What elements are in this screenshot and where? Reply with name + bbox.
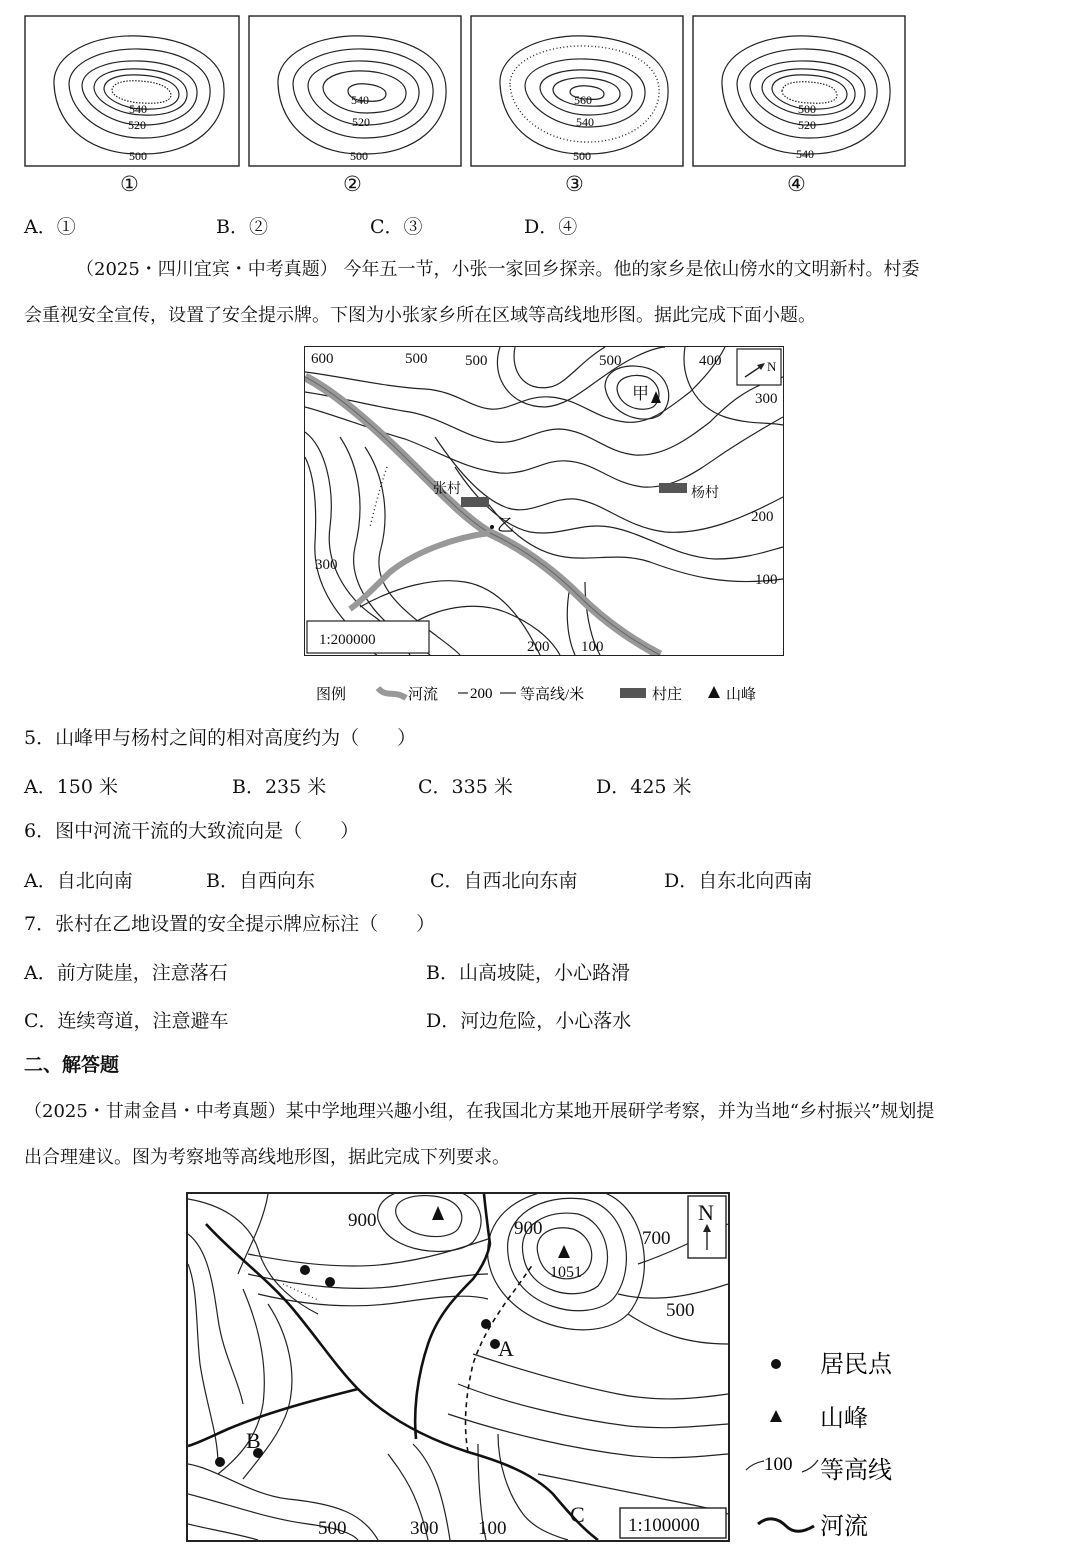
legend-settlement-icon	[771, 1359, 781, 1369]
panel-2	[249, 16, 461, 166]
legend-river-2: 河流	[820, 1514, 868, 1540]
legend-contour-sample: 200	[470, 686, 493, 702]
legend-peak-2: 山峰	[820, 1406, 868, 1432]
q6-stem: 6．图中河流干流的大致流向是（ ）	[24, 820, 360, 842]
map2-point-c: C	[570, 1502, 585, 1527]
map2-point-b: B	[246, 1428, 261, 1453]
panel-1	[25, 16, 239, 166]
map2-legend	[744, 1340, 944, 1550]
settlement-icon	[300, 1265, 310, 1275]
q7-option-d[interactable]: D．河边危险，小心落水	[426, 1010, 632, 1032]
map1-svg	[305, 347, 783, 655]
q4-panels-svg	[24, 14, 914, 194]
q4-option-c[interactable]: C．③	[370, 216, 423, 238]
section2-line2: 出合理建议。图为考察地等高线地形图，据此完成下列要求。	[24, 1147, 510, 1168]
map2	[186, 1192, 730, 1542]
q6-option-a[interactable]: A．自北向南	[24, 870, 133, 892]
peak-jia-icon	[651, 391, 661, 403]
map2-contour-label-6: 300	[410, 1518, 439, 1539]
panel-4-label-c: 540	[796, 147, 814, 161]
map2-point-a: A	[498, 1336, 514, 1361]
section2-title: 二、解答题	[24, 1054, 120, 1076]
q4-option-b[interactable]: B．②	[216, 216, 268, 238]
map2-contour-label-4: 500	[666, 1300, 695, 1321]
map1-contour-label-6: 300	[755, 391, 778, 407]
q6-option-c[interactable]: C．自西北向东南	[430, 870, 578, 892]
q5-stem: 5．山峰甲与杨村之间的相对高度约为（ ）	[24, 727, 417, 749]
map1-north-label: N	[767, 359, 777, 374]
map1-contour-label-4: 500	[599, 353, 622, 369]
panel-4-label-a: 500	[798, 102, 816, 116]
map2-north-label: N	[698, 1200, 714, 1225]
settlement-icon	[325, 1277, 335, 1287]
map1-scale: 1:200000	[319, 632, 376, 648]
settlement-icon	[481, 1319, 491, 1329]
panel-number-3: ③	[565, 172, 584, 196]
panel-number-2: ②	[343, 172, 362, 196]
legend-village: 村庄	[652, 687, 683, 703]
panel-2-label-a: 540	[351, 93, 369, 107]
map1	[304, 346, 784, 656]
map2-contour-label-1: 900	[348, 1210, 377, 1231]
map2-svg	[188, 1194, 728, 1540]
map1-contour-label-2: 500	[405, 351, 428, 367]
village-yang-label: 杨村	[691, 486, 719, 501]
q5-option-c[interactable]: C．335 米	[418, 776, 513, 798]
legend-settlement: 居民点	[820, 1352, 892, 1378]
intro1-line1: （2025・四川宜宾・中考真题） 今年五一节，小张一家回乡探亲。他的家乡是依山傍水的文明新村。村委	[76, 259, 920, 280]
panel-3-label-b: 540	[576, 115, 594, 129]
settlement-icon	[215, 1457, 225, 1467]
panel-4-label-b: 520	[798, 118, 816, 132]
panel-number-1: ①	[120, 172, 139, 196]
q5-option-b[interactable]: B．235 米	[232, 776, 327, 798]
peak-icon	[558, 1245, 570, 1258]
legend-peak-icon-2	[770, 1410, 782, 1422]
q7-option-c[interactable]: C．连续弯道，注意避车	[24, 1010, 229, 1032]
q7-stem: 7．张村在乙地设置的安全提示牌应标注（ ）	[24, 913, 436, 935]
q6-option-d[interactable]: D．自东北向西南	[664, 870, 813, 892]
q7-option-b[interactable]: B．山高坡陡，小心路滑	[426, 962, 630, 984]
panel-2-label-b: 520	[352, 115, 370, 129]
q5-option-a[interactable]: A．150 米	[24, 776, 119, 798]
q4-option-a[interactable]: A．①	[24, 216, 76, 238]
panel-3	[471, 16, 683, 166]
q5-option-d[interactable]: D．425 米	[596, 776, 692, 798]
section2-line1: （2025・甘肃金昌・中考真题）某中学地理兴趣小组，在我国北方某地开展研学考察，并为当地“乡村振兴”规划提	[24, 1101, 935, 1122]
map2-contour-label-2: 900	[514, 1218, 543, 1239]
legend-contour-2: 等高线	[820, 1458, 892, 1484]
village-yang-marker	[659, 483, 687, 493]
map2-scale: 1:100000	[628, 1515, 700, 1536]
q7-option-a[interactable]: A．前方陡崖，注意落石	[24, 962, 228, 984]
panel-1-label-a: 540	[129, 102, 147, 116]
village-zhang-label: 张村	[433, 482, 461, 497]
map1-contour-label-9: 300	[315, 557, 338, 573]
panel-1-label-b: 520	[128, 118, 146, 132]
legend-peak-icon	[708, 686, 720, 698]
map1-contour-label-1: 600	[311, 351, 334, 367]
q4-option-d[interactable]: D．④	[524, 216, 578, 238]
legend-river-icon-2	[758, 1519, 814, 1531]
map2-contour-label-5: 500	[318, 1518, 347, 1539]
legend-village-icon	[620, 688, 646, 698]
map1-contour-label-3: 500	[465, 353, 488, 369]
map1-contour-label-5: 400	[699, 353, 722, 369]
map2-contour-label-3: 700	[642, 1228, 671, 1249]
panel-4	[693, 16, 905, 166]
peak-icon	[432, 1206, 444, 1220]
map1-contour-label-10: 200	[527, 639, 550, 655]
panel-2-label-c: 500	[350, 149, 368, 163]
map2-peak-height: 1051	[550, 1264, 582, 1281]
village-zhang-marker	[461, 497, 489, 507]
peak-jia-label: 甲	[632, 384, 649, 403]
legend-peak: 山峰	[726, 687, 757, 703]
panel-3-label-c: 500	[573, 149, 591, 163]
intro1-line2: 会重视安全宣传，设置了安全提示牌。下图为小张家乡所在区域等高线地形图。据此完成下面小题。	[24, 305, 816, 326]
map1-contour-label-8: 100	[755, 572, 778, 588]
map1-legend	[316, 680, 786, 706]
legend-contour-sample-2: 100	[764, 1454, 793, 1475]
q4-panels	[24, 14, 914, 194]
map2-contour-label-7: 100	[478, 1518, 507, 1539]
map1-contour-label-11: 100	[581, 639, 604, 655]
legend-river: 河流	[408, 687, 439, 703]
panel-number-4: ④	[787, 172, 806, 196]
legend-contour: 等高线/米	[520, 687, 585, 703]
panel-3-label-a: 560	[574, 93, 592, 107]
legend-title: 图例	[316, 687, 347, 703]
q6-option-b[interactable]: B．自西向东	[206, 870, 315, 892]
panel-1-label-c: 500	[129, 149, 147, 163]
map1-contour-label-7: 200	[751, 509, 774, 525]
legend-river-icon	[378, 688, 406, 698]
point-yi-label: 乙	[497, 516, 514, 535]
